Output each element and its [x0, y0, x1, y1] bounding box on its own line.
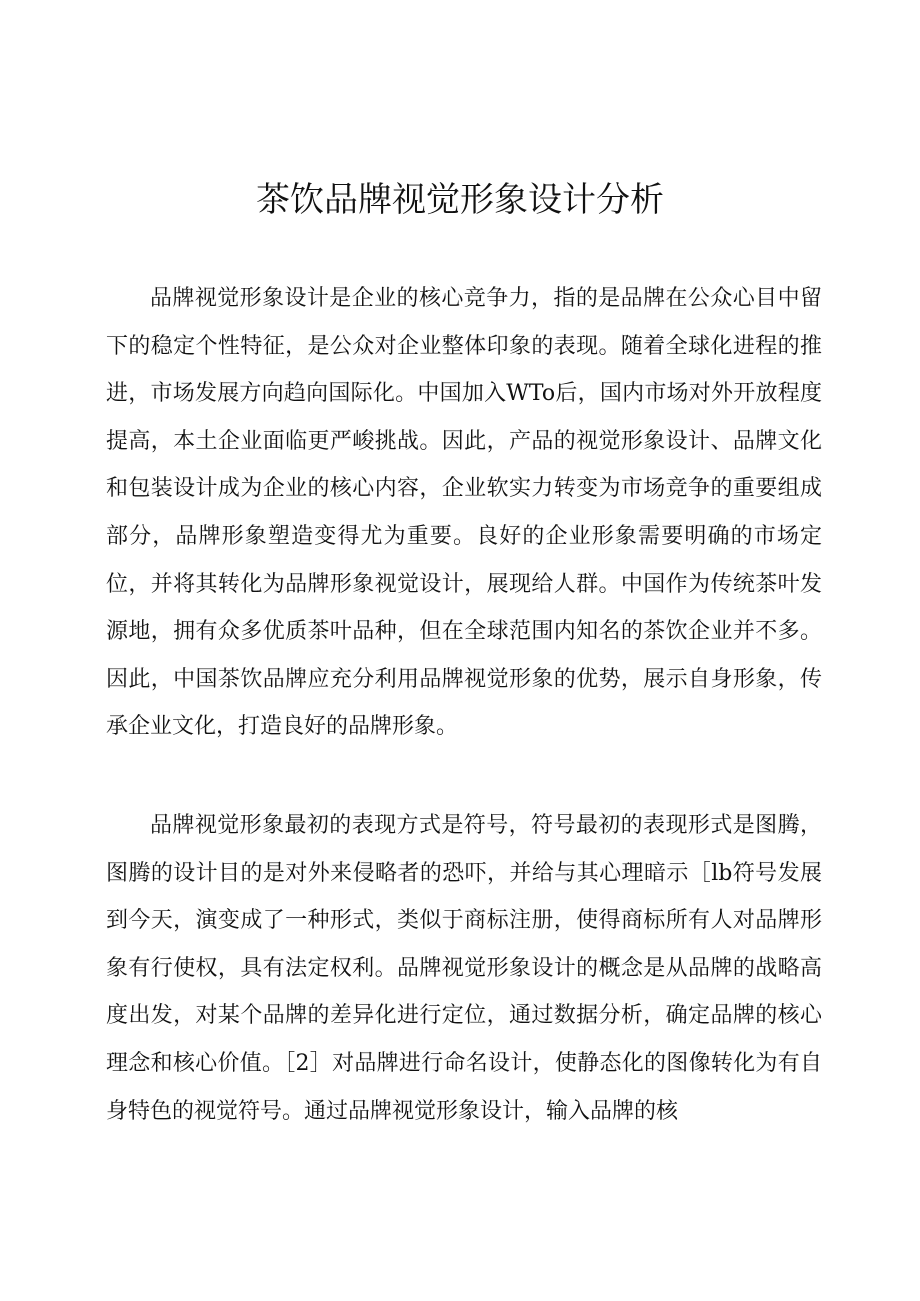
document-title: 茶饮品牌视觉形象设计分析: [256, 180, 664, 220]
body-paragraph-1: 品牌视觉形象设计是企业的核心竞争力，指的是品牌在公众心目中留下的稳定个性特征，是公众对企业整体印象的表现。随着全球化进程的推进，市场发展方向趋向国际化。中国加入WTo后，国内市场对外开放程度提高，本土企业面临更严峻挑战。因此，产品的视觉形象设计、品牌文化和包装设计成为企业的核心内容，企业软实力转变为市场竞争的重要组成部分，品牌形象塑造变得尤为重要。良好的企业形象需要明确的市场定位，并将其转化为品牌形象视觉设计，展现给人群。中国作为传统茶叶发源地，拥有众多优质茶叶品种，但在全球范围内知名的茶饮企业并不多。因此，中国茶饮品牌应充分利用品牌视觉形象的优势，展示自身形象，传承企业文化，打造良好的品牌形象。: [106, 286, 822, 740]
body-paragraph-2: 品牌视觉形象最初的表现方式是符号，符号最初的表现形式是图腾，图腾的设计目的是对外来侵略者的恐吓，并给与其心理暗示［lb符号发展到今天，演变成了一种形式，类似于商标注册，使得商标所有人对品牌形象有行使权，具有法定权利。品牌视觉形象设计的概念是从品牌的战略高度出发，对某个品牌的差异化进行定位，通过数据分析，确定品牌的核心理念和核心价值。［2］对品牌进行命名设计，使静态化的图像转化为有自身特色的视觉符号。通过品牌视觉形象设计，输入品牌的核: [106, 813, 822, 1124]
